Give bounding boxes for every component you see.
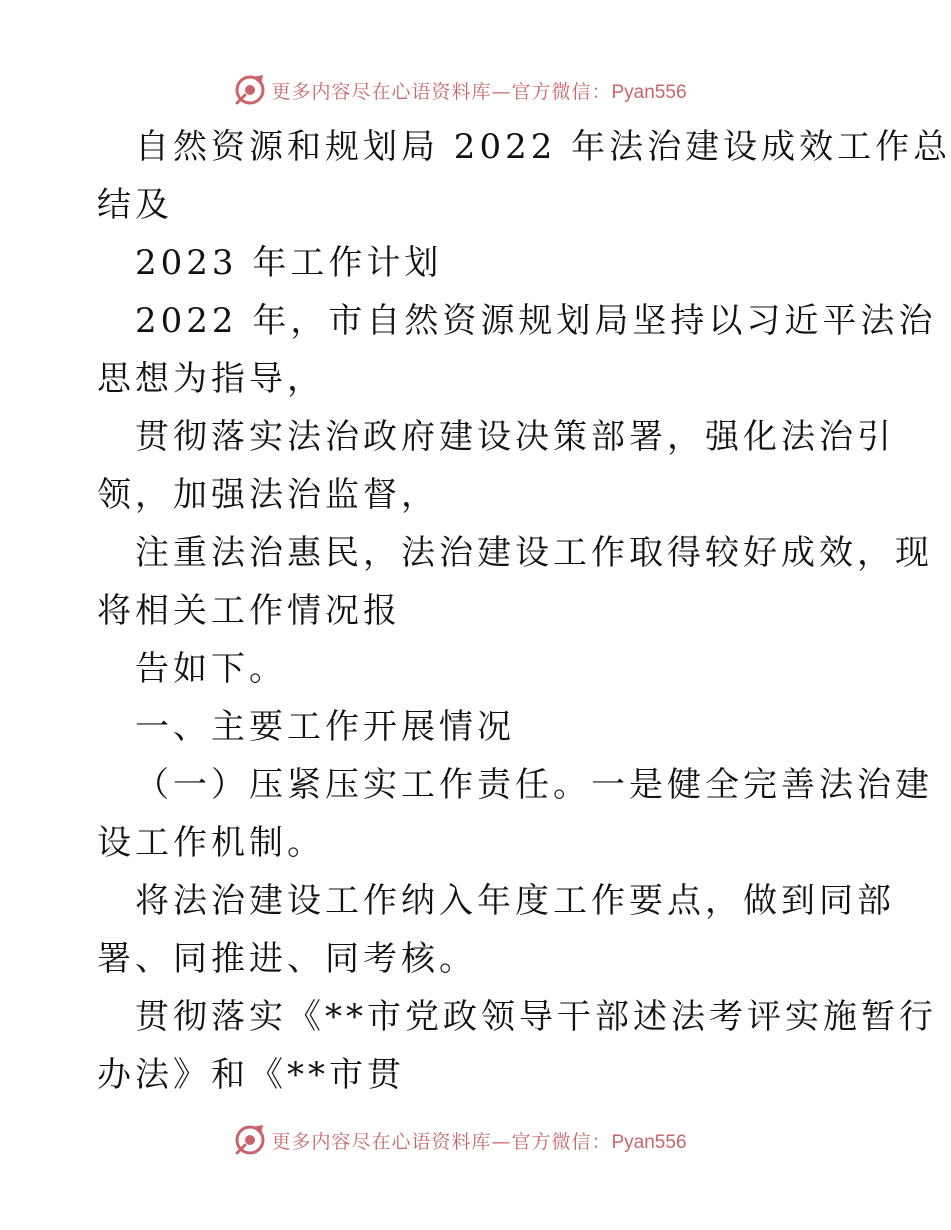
text-line: 将法治建设工作纳入年度工作要点，做到同部 (135, 881, 895, 921)
text-line: 贯彻落实《**市党政领导干部述法考评实施暂行 (135, 997, 937, 1037)
watermark-footer (0, 1120, 950, 1160)
text-line: 将相关工作情况报 (97, 591, 401, 631)
pen-logo-icon (233, 73, 267, 107)
text-line: 结及 (97, 185, 173, 225)
watermark-text: 更多内容尽在心语资料库—官方微信：Pyan556 (271, 80, 687, 103)
text-line: 思想为指导， (97, 359, 325, 399)
document-body (97, 118, 951, 1104)
text-line: 2022 年，市自然资源规划局坚持以习近平法治 (135, 301, 937, 341)
text-line: 贯彻落实法治政府建设决策部署，强化法治引 (135, 417, 895, 457)
text-line: 一、主要工作开展情况 (135, 707, 515, 747)
text-line: 2023 年工作计划 (135, 243, 443, 283)
text-line: 办法》和《**市贯 (97, 1055, 405, 1095)
watermark-text: 更多内容尽在心语资料库—官方微信：Pyan556 (271, 1130, 687, 1153)
watermark-header (0, 70, 950, 110)
text-line: 领，加强法治监督， (97, 475, 439, 515)
pen-logo-icon (233, 1123, 267, 1157)
text-line: （一）压紧压实工作责任。一是健全完善法治建 (135, 765, 933, 805)
text-line: 设工作机制。 (97, 823, 325, 863)
text-line: 告如下。 (135, 649, 287, 689)
text-line: 署、同推进、同考核。 (97, 939, 477, 979)
text-line: 自然资源和规划局 2022 年法治建设成效工作总 (135, 127, 951, 167)
text-line: 注重法治惠民，法治建设工作取得较好成效，现 (135, 533, 933, 573)
